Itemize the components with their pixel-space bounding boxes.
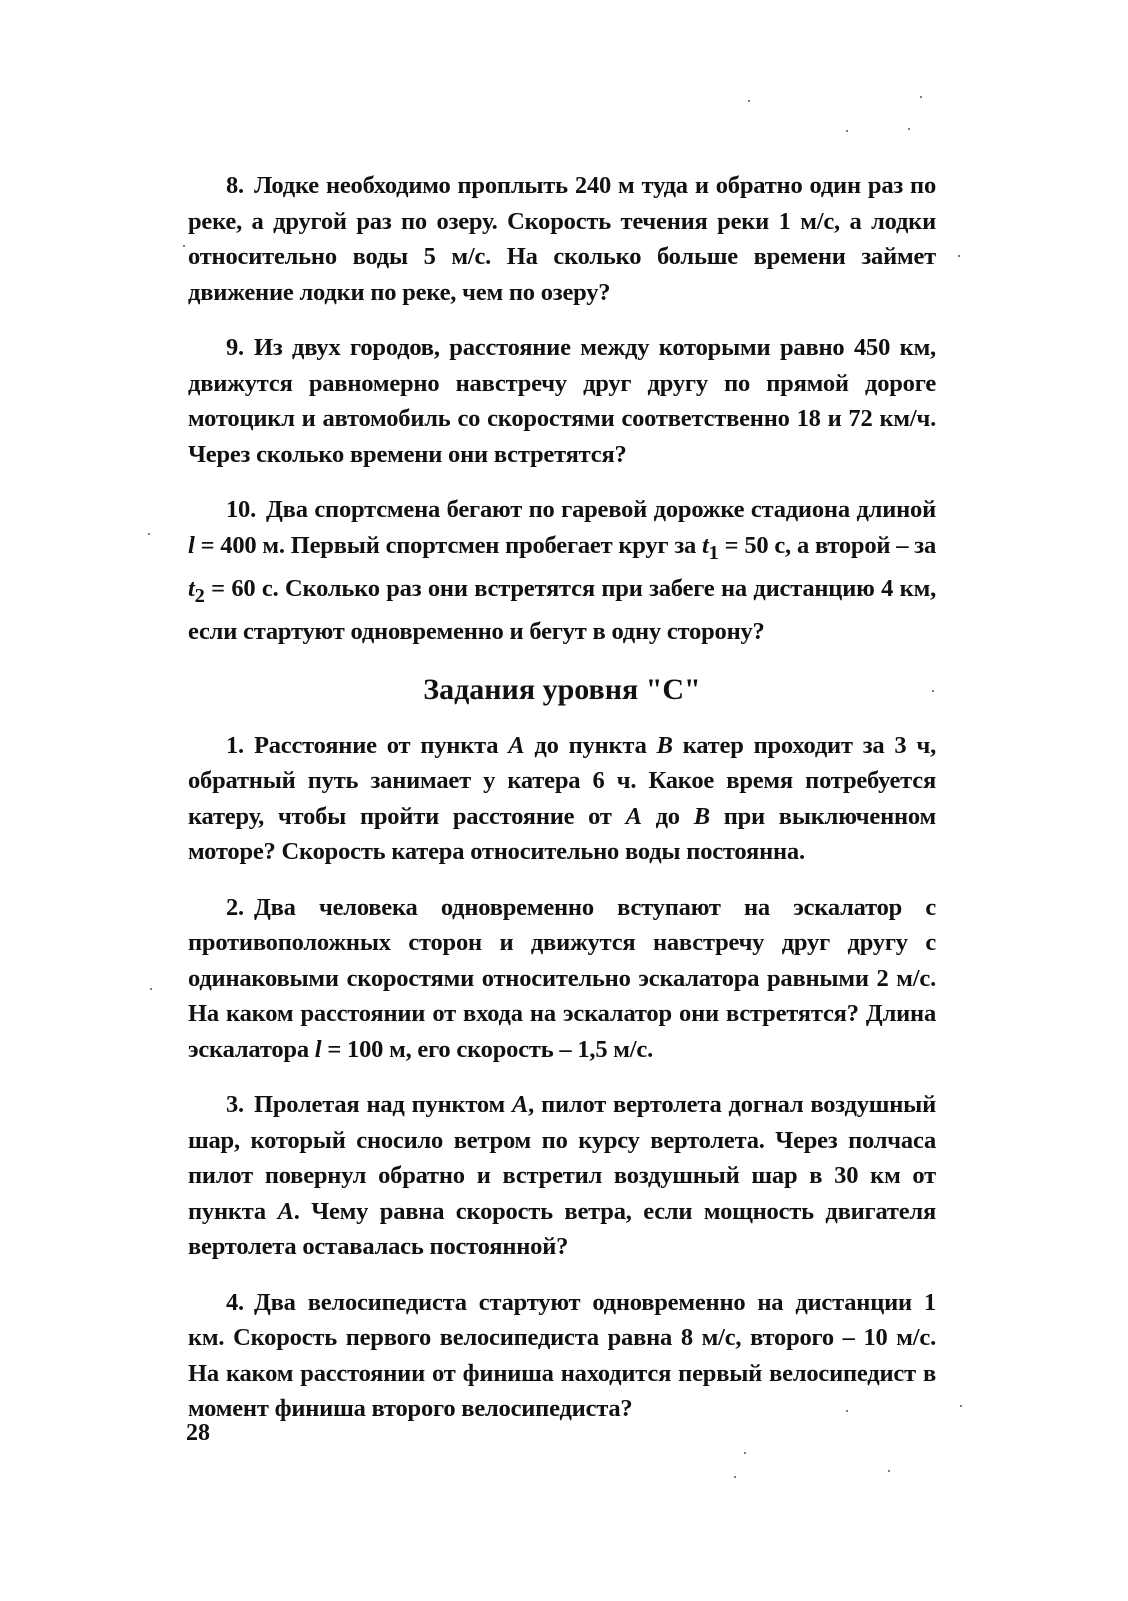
scan-speck (734, 1476, 736, 1478)
section-title: Задания уровня "С" (423, 672, 701, 706)
scan-speck (148, 533, 150, 535)
variable: A (508, 731, 525, 759)
problem-8 (188, 168, 936, 310)
problem-text: Из двух городов, расстояние между которыми равно 450 км, движутся равномерно навстречу друг другу по прямой дороге мотоцикл и автомобиль со скоростями соответственно 18 и 72 км/ч. Через сколько времени они встретятся? (188, 334, 936, 468)
problem-text-part: Расстояние от пункта (253, 731, 509, 759)
problem-c-2 (188, 890, 936, 1068)
scan-speck (888, 1470, 890, 1472)
problem-text-part: Пролетая над пунктом (253, 1091, 513, 1119)
problem-number: 4. (226, 1288, 244, 1316)
scan-speck (932, 690, 934, 692)
scan-speck (846, 130, 848, 132)
problem-number: 3. (226, 1091, 244, 1119)
problem-number: 1. (226, 731, 244, 759)
problem-text-part: = 50 с, а второй – за (718, 531, 936, 559)
problem-text-part: = 60 с. Сколько раз они встретятся при забеге на дистанцию 4 км, если стартуют одновременно и бегут в одну сторону? (188, 574, 936, 646)
problem-10 (188, 492, 936, 650)
variable: B (693, 802, 710, 830)
problem-text-part: Два спортсмена бегают по гаревой дорожке стадиона длиной (266, 496, 936, 523)
subscript: 2 (194, 584, 205, 607)
variable: A (512, 1091, 529, 1119)
variable: A (277, 1197, 294, 1225)
variable: t (702, 531, 709, 559)
problem-text-part: катер проходит за 3 ч, обратный путь занимает у катера 6 ч. Какое время потребуется катеру, чтобы пройти расстояние от (188, 731, 936, 830)
scan-speck (748, 100, 750, 102)
problem-text-part: . Чему равна скорость ветра, если мощность двигателя вертолета оставалась постоянной? (188, 1197, 936, 1261)
problem-number: 10. (226, 496, 257, 523)
problem-text-part: Два человека одновременно вступают на эскалатор с противоположных сторон и движутся навстречу друг другу с одинаковыми скоростями относительно эскалатора равными 2 м/с. На каком расстоянии от входа на эскалатор они встретятся? Длина эскалатора (188, 893, 936, 1063)
scan-speck (183, 245, 185, 247)
problem-number: 9. (226, 334, 244, 361)
problem-text-part: = 100 м, его скорость – 1,5 м/с. (321, 1035, 653, 1063)
scan-speck (908, 128, 910, 130)
problem-number: 2. (226, 893, 244, 921)
variable: l (188, 531, 195, 559)
problem-c-4 (188, 1285, 936, 1427)
problem-text-part: до пункта (524, 731, 657, 759)
problem-text: Два велосипедиста стартуют одновременно на дистанции 1 км. Скорость первого велосипедиста равна 8 м/с, второго – 10 м/с. На каком расстоянии от финиша находится первый велосипедист в момент финиша второго велосипедиста? (188, 1288, 936, 1423)
problem-9 (188, 330, 936, 472)
subscript: 1 (708, 541, 719, 564)
scan-speck (960, 1405, 962, 1407)
problem-number: 8. (226, 172, 244, 199)
scan-speck (744, 1452, 746, 1454)
variable: A (625, 802, 642, 830)
problem-text-part: , пилот вертолета догнал воздушный шар, который сносило ветром по курсу вертолета. Через полчаса пилот повернул обратно и встретил воздушный шар в 30 км от пункта (188, 1091, 936, 1225)
problem-text-part: при выключенном моторе? Скорость катера относительно воды постоянна. (188, 802, 936, 866)
problem-text: Лодке необходимо проплыть 240 м туда и обратно один раз по реке, а другой раз по озеру. Скорость течения реки 1 м/с, а лодки относительно воды 5 м/с. На сколько больше времени займет движение лодки по реке, чем по озеру? (188, 172, 936, 306)
variable: B (656, 731, 673, 759)
scan-speck (958, 255, 960, 257)
variable: l (314, 1035, 322, 1063)
problem-c-1 (188, 728, 936, 870)
problem-c-3 (188, 1087, 936, 1265)
problem-text-part: до (641, 802, 694, 830)
scan-speck (846, 1410, 848, 1412)
scan-speck (920, 96, 922, 98)
page-content (188, 168, 936, 1447)
page-number: 28 (186, 1420, 210, 1446)
scan-speck (150, 988, 152, 990)
problem-text-part: = 400 м. Первый спортсмен пробегает круг за (194, 531, 703, 559)
variable: t (188, 574, 195, 602)
